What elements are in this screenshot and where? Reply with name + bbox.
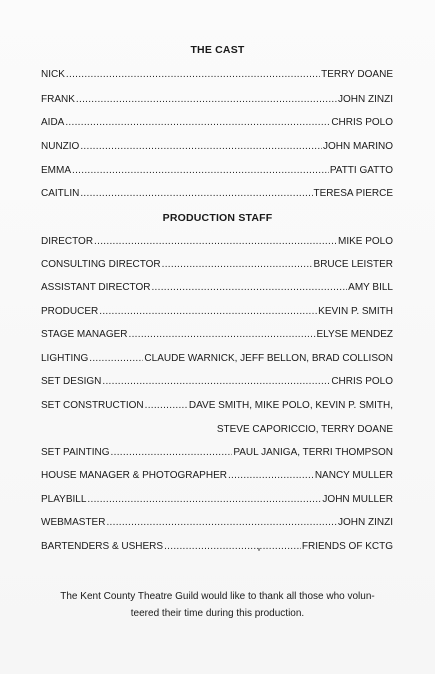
dot-leader [228,470,314,482]
dot-leader [129,329,316,341]
dot-leader [99,306,317,318]
dot-leader [102,376,330,388]
staff-row [41,376,393,388]
staff-row [41,400,393,412]
cast-name: TERRY DOANE [321,69,393,80]
dot-leader [80,188,312,200]
cast-name: JOHN ZINZI [338,94,393,105]
cast-row [41,117,393,129]
cast-role: CAITLIN [41,188,80,199]
staff-row [41,282,393,294]
staff-role: SET PAINTING [41,447,110,458]
staff-role: HOUSE MANAGER & PHOTOGRAPHER [41,470,227,481]
staff-name: BRUCE LEISTER [313,259,393,270]
staff-row [41,329,393,341]
staff-heading: PRODUCTION STAFF [162,212,273,224]
dot-leader [80,141,322,153]
staff-role: CONSULTING DIRECTOR [41,259,161,270]
cast-name: JOHN MARINO [323,141,393,152]
dot-leader [65,117,330,129]
cast-role: AIDA [41,117,65,128]
staff-row [41,306,393,318]
staff-role: LIGHTING [41,353,89,364]
staff-row [41,470,393,482]
dot-leader [111,447,233,459]
dot-leader [94,236,337,248]
cast-role: NUNZIO [41,141,80,152]
cast-role: FRANK [41,94,75,105]
cast-row [41,141,393,153]
cast-role: EMMA [41,165,71,176]
staff-name: PAUL JANIGA, TERRI THOMPSON [233,447,393,458]
dot-leader [145,400,188,412]
cast-row [41,69,393,81]
staff-role: PLAYBILL [41,494,87,505]
thank-you-line: The Kent County Theatre Guild would like to thank all those who volun- [60,591,375,602]
staff-role: ASSISTANT DIRECTOR [41,282,151,293]
staff-row [41,447,393,459]
staff-role: BARTENDERS & USHERS [41,541,164,552]
dot-leader [89,353,143,365]
staff-name: NANCY MULLER [314,470,393,481]
staff-role: STAGE MANAGER [41,329,128,340]
cast-name: CHRIS POLO [331,117,393,128]
dot-leader [72,165,329,177]
staff-role: DIRECTOR [41,236,94,247]
cast-name: PATTI GATTO [329,165,393,176]
dot-leader [106,517,337,529]
staff-name-continuation: STEVE CAPORICCIO, TERRY DOANE [216,424,393,435]
dot-leader [76,94,337,106]
thank-you-note [40,588,395,622]
paper-speck [258,548,260,551]
cast-row [41,188,393,200]
staff-row [41,259,393,271]
dot-leader [87,494,321,506]
staff-name: ELYSE MENDEZ [316,329,393,340]
staff-name: CLAUDE WARNICK, JEFF BELLON, BRAD COLLISON [144,353,393,364]
cast-role: NICK [41,69,65,80]
dot-leader [66,69,320,81]
staff-name: AMY BILL [348,282,393,293]
cast-row [41,94,393,106]
staff-role: SET DESIGN [41,376,102,387]
thank-you-line: teered their time during this production. [130,608,305,619]
staff-row [41,494,393,506]
cast-name: TERESA PIERCE [313,188,393,199]
cast-heading: THE CAST [190,44,245,56]
cast-row [41,165,393,177]
staff-row [41,236,393,248]
staff-role: WEBMASTER [41,517,106,528]
staff-name: JOHN ZINZI [338,517,393,528]
staff-role: SET CONSTRUCTION [41,400,144,411]
staff-role: PRODUCER [41,306,99,317]
staff-name: MIKE POLO [337,236,393,247]
staff-name: JOHN MULLER [322,494,393,505]
staff-row [41,541,393,553]
dot-leader [162,259,313,271]
staff-row [41,517,393,529]
staff-name: FRIENDS OF KCTG [301,541,393,552]
staff-name: DAVE SMITH, MIKE POLO, KEVIN P. SMITH, [188,400,393,411]
staff-row [41,353,393,365]
staff-name: KEVIN P. SMITH [318,306,393,317]
staff-name: CHRIS POLO [331,376,393,387]
dot-leader [164,541,301,553]
dot-leader [151,282,347,294]
